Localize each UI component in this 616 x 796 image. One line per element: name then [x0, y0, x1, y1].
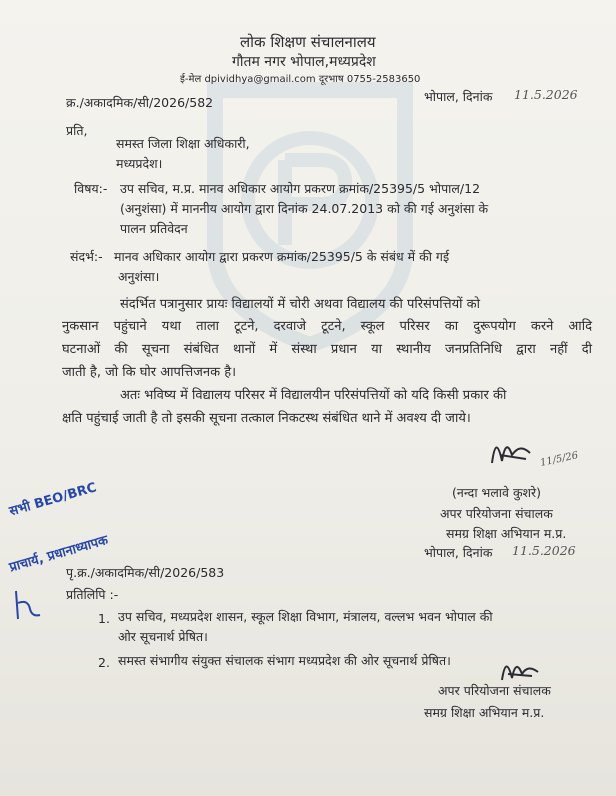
signature-1-date-label: भोपाल, दिनांक [424, 545, 493, 560]
para2-line-1: अतः भविष्य में विद्यालय परिसर में विद्यालयीन परिसंपत्तियों को यदि किसी प्रकार की [120, 388, 507, 403]
signature-2-designation: अपर परियोजना संचालक [438, 683, 551, 698]
subject-line-1: उप सचिव, म.प्र. मानव अधिकार आयोग प्रकरण क्रमांक/25395/5 भोपाल/12 [120, 181, 481, 196]
date-label: भोपाल, दिनांक [424, 89, 493, 104]
signature-1-date: 11/5/26 [539, 450, 580, 469]
copy-item-1-line-2: ओर सूचनार्थ प्रेषित। [118, 629, 208, 644]
copy-item-2-line-1: समस्त संभागीय संयुक्त संचालक संभाग मध्यप्रदेश की ओर सूचनार्थ प्रेषित। [118, 653, 451, 668]
to-label: प्रति, [66, 123, 88, 138]
subject-line-3: पालन प्रतिवेदन [120, 221, 188, 236]
subject-line-2: (अनुशंसा) में माननीय आयोग द्वारा दिनांक 24.07.2013 को की गई अनुशंसा के [120, 201, 489, 216]
copy-item-2-number: 2. [98, 655, 110, 670]
to-line-1: समस्त जिला शिक्षा अधिकारी, [116, 136, 250, 151]
org-contact: ई-मेल dpividhya@gmail.com दूरभाष 0755-2583650 [180, 74, 421, 85]
signatory-designation: अपर परियोजना संचालक [440, 506, 553, 521]
signature-2-mark [496, 648, 546, 688]
copy-item-1-number: 1. [98, 611, 110, 626]
signature-1-mark [486, 425, 546, 475]
reference-line-2: अनुशंसा। [118, 269, 160, 284]
to-line-2: मध्यप्रदेश। [116, 156, 163, 171]
signature-2-office: समग्र शिक्षा अभियान म.प्र. [424, 705, 545, 720]
signature-1-date-value: 11.5.2026 [512, 543, 576, 558]
signatory-name: (नन्दा भलावे कुशरे) [452, 485, 542, 500]
handwritten-note-line-2: प्राचार्य, प्रधानाध्यापक [7, 532, 110, 576]
reference-line-1: मानव अधिकार आयोग द्वारा प्रकरण क्रमांक/25395/5 के संबंध में की गई [114, 249, 450, 264]
para1-line-2: नुकसान पहुंचाने यथा ताला टूटने, दरवाजे टूटने, स्कूल परिसर का दुरूपयोग करने आदि [62, 319, 592, 334]
endorsement-ref-number: पृ.क्र./अकादमिक/सी/2026/583 [66, 565, 225, 580]
org-title: लोक शिक्षण संचालनालय [240, 33, 376, 51]
subject-label: विषय:- [74, 181, 108, 196]
para1-line-1: संदर्भित पत्रानुसार प्रायः विद्यालयों में चोरी अथवा विद्यालय की परिसंपत्तियों को [120, 297, 480, 312]
date-value: 11.5.2026 [514, 87, 578, 102]
para1-line-4: जाती है, जो कि घोर आपत्तिजनक है। [62, 365, 237, 380]
org-address: गौतम नगर भोपाल,मध्यप्रदेश [232, 54, 376, 70]
para2-line-2: क्षति पहुंचाई जाती है तो इसकी सूचना तत्काल निकटस्थ संबंधित थाने में अवश्य दी जाये। [62, 411, 471, 426]
reference-label: संदर्भ:- [70, 249, 103, 264]
handwritten-note-line-1: सभी BEO/BRC [7, 480, 99, 520]
ref-number: क्र./अकादमिक/सी/2026/582 [66, 95, 214, 110]
copy-item-1-line-1: उप सचिव, मध्यप्रदेश शासन, स्कूल शिक्षा विभाग, मंत्रालय, वल्लभ भवन भोपाल की [118, 609, 493, 624]
copy-label: प्रतिलिपि :- [66, 587, 119, 602]
handwritten-initial-mark [8, 585, 48, 625]
signatory-office: समग्र शिक्षा अभियान म.प्र. [446, 526, 567, 541]
para1-line-3: घटनाओं की सूचना संबंधित थानों में संस्था प्रधान या स्थानीय जनप्रतिनिधि द्वारा नहीं दी [62, 342, 592, 357]
